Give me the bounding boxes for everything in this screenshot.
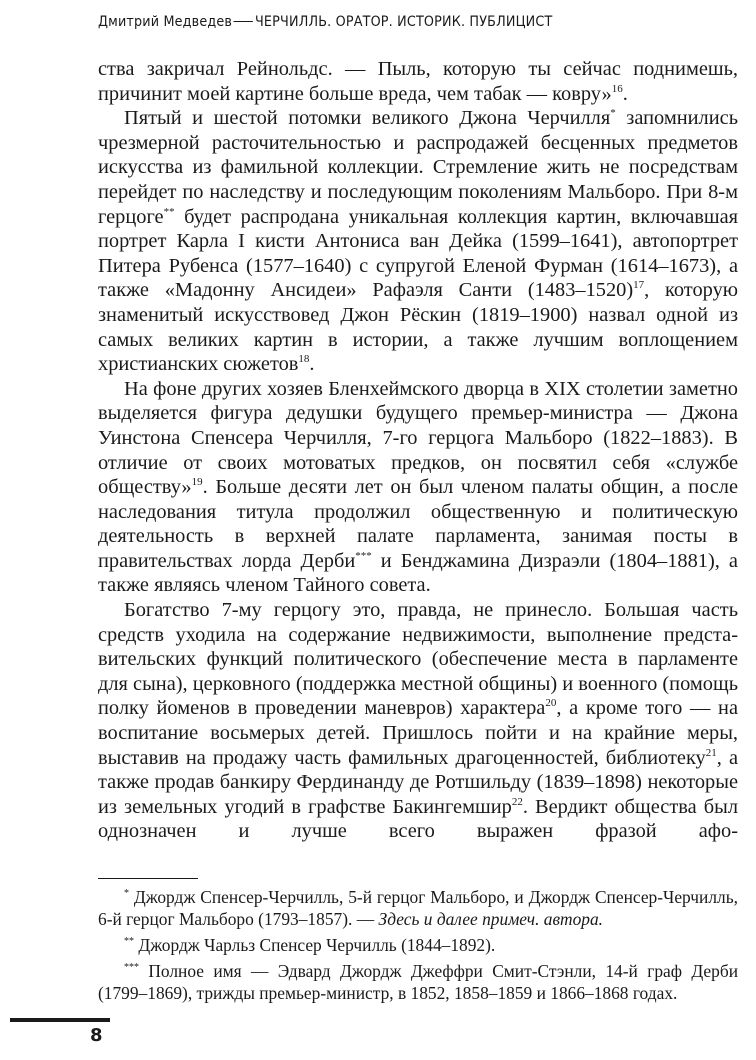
note-reference: 16 <box>611 82 623 95</box>
paragraph-text: ства закричал Рейнольдс. — Пыль, которую ты сейчас поднимешь, причинит моей картине больше вреда, чем табак — ковру» <box>98 58 738 105</box>
footnote-note-italic: Здесь и далее примеч. автора. <box>378 909 604 929</box>
note-reference: * <box>610 107 616 120</box>
paragraph-text: , которую знаменитый искусствовед Джон Рёскин (1819–1900) назвал одной из самых великих картин в истории, а также лучшим воплощением христианских сюжетов <box>98 279 738 376</box>
note-reference: 17 <box>633 279 645 292</box>
body-text <box>98 57 738 844</box>
body-paragraph <box>98 106 738 377</box>
paragraph-text: Богатство 7-му герцогу это, правда, не принесло. Большая часть средств уходила на содержание недвижимости, выполнение представительских функций политического (обеспечение места в парламенте для сына), церковного (поддержка местной общины) и военного (помощь полку йоменов в проведении маневров) характера <box>98 599 738 720</box>
body-paragraph <box>98 598 738 844</box>
footnote-divider <box>98 878 198 879</box>
footnote-text: Джордж Спенсер-Черчилль, 5-й герцог Мальборо, и Джордж Спенсер-Черчилль, 6-й герцог Мальборо (1793–1857). — <box>98 887 738 929</box>
footnote <box>98 960 738 1004</box>
paragraph-text: . Вердикт общества был однозначен и лучше всего выражен фразой афо- <box>98 795 738 843</box>
running-head-author: Дмитрий Медведев <box>98 14 233 30</box>
note-reference: *** <box>355 549 372 562</box>
paragraph-text: На фоне других хозяев Бленхеймского дворца в XIX столетии заметно выделяется фигура дедушки будущего премьер-министра — Джона Уинстона Спенсера Черчилля, 7-го герцога Мальборо (1822–1883). В отличие от своих мотоватых предков, он посвятил себя «службе обществу» <box>98 377 738 499</box>
running-head-title: ЧЕРЧИЛЛЬ. ОРАТОР. ИСТОРИК. ПУБЛИЦИСТ <box>255 14 553 30</box>
paragraph-text: и Бенджамина Дизраэли (1804–1881), а также являясь членом Тайного совета. <box>98 549 738 597</box>
paragraph-text: запомнились чрезмерной расточительностью и распродажей бесценных предметов искусства из фамильной коллекции. Стремление жить не посредствам перейдет по наследству и последующим поколениям Мальборо. При 8-м герцоге <box>98 107 738 228</box>
note-reference: 18 <box>298 353 310 366</box>
body-paragraph <box>98 57 738 106</box>
footnote-text: Полное имя — Эдвард Джордж Джеффри Смит-Стэнли, 14-й граф Дерби (1799–1869), трижды премьер-министр, в 1852, 1858–1859 и 1866–1868 годах. <box>98 961 738 1003</box>
note-reference: 19 <box>191 476 203 489</box>
note-reference: 22 <box>511 795 523 808</box>
paragraph-text: . <box>622 82 628 105</box>
note-reference: ** <box>163 205 175 218</box>
page-number: 8 <box>90 1025 103 1046</box>
paragraph-text: , а кроме того — на воспитание восьмерых детей. Пришлось пойти и на крайние меры, выставив на продажу часть фамильных драгоценностей, библиотеку <box>98 697 738 769</box>
paragraph-text: будет распродана уникальная коллекция картин, включавшая портрет Карла I кисти Антониса ван Дейка (1599–1641), автопортрет Питера Рубенса (1577–1640) с супругой Еленой Фурман (1614–1673), а также «Мадонну Ансидеи» Рафаэля Санти (1483–1520) <box>98 205 738 302</box>
footnotes <box>98 886 738 1008</box>
footnote <box>98 886 738 930</box>
footnote <box>98 934 738 956</box>
footnote-mark: ** <box>124 936 134 947</box>
running-head-separator <box>234 21 253 22</box>
paragraph-text: , а также продав банкиру Фердинанду де Ротшильду (1839–1898) некоторые из земельных угодий в графстве Бакингемшир <box>98 746 739 818</box>
folio-rule <box>10 1018 110 1022</box>
footnote-mark: *** <box>124 962 139 973</box>
paragraph-text: . <box>309 353 315 376</box>
footnote-text: Джордж Чарльз Спенсер Черчилль (1844–1892). <box>134 935 496 955</box>
running-head <box>98 8 661 36</box>
note-reference: 20 <box>545 697 557 710</box>
footnote-mark: * <box>124 888 129 899</box>
note-reference: 21 <box>705 746 717 759</box>
body-paragraph <box>98 377 738 598</box>
paragraph-text: Пятый и шестой потомки великого Джона Черчилля <box>124 107 611 130</box>
paragraph-text: . Больше десяти лет он был членом палаты общин, а после наследования титула продолжил общественную и политическую деятельность в верхней палате парламента, занимая посты в правительствах лорда Дерби <box>98 476 738 572</box>
